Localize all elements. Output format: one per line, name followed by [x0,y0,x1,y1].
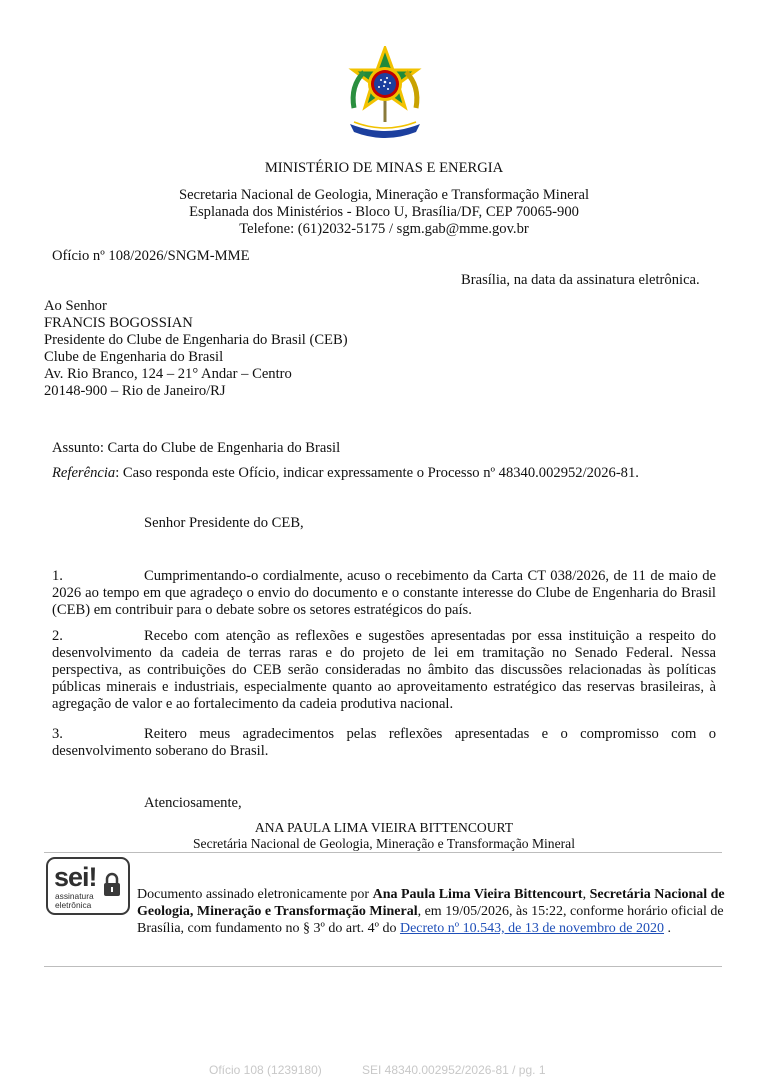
recipient-city: 20148-900 – Rio de Janeiro/RJ [44,383,226,399]
recipient-street: Av. Rio Branco, 124 – 21° Andar – Centro [44,366,292,382]
header-phone: Telefone: (61)2032-5175 / sgm.gab@mme.gov.br [239,221,529,237]
subject-line: Assunto: Carta do Clube de Engenharia do Brasil [52,440,341,456]
electronic-signature-statement [137,886,729,937]
document-number: Ofício nº 108/2026/SNGM-MME [52,248,250,264]
paragraph-text: Recebo com atenção as reflexões e sugestões apresentadas por essa instituição a respeito do desenvolvimento da cadeia de terras raras e do projeto de lei em tramitação no Senado Federal. Nessa perspectiva, as contribuições do CEB serão consideradas no âmbito das discussões relacionadas às políticas públicas minerais e industriais, especialmente quanto ao aproveitamento estratégico das reservas brasileiras, à agregação de valor e ao fortalecimento da cadeia produtiva nacional. [52,628,716,712]
paragraph-text: Reitero meus agradecimentos pelas reflexões apresentadas e o compromisso com o desenvolvimento soberano do Brasil. [52,726,716,759]
recipient-organization: Clube de Engenharia do Brasil [44,349,224,365]
reference-line [52,465,639,482]
ministry-title: MINISTÉRIO DE MINAS E ENERGIA [264,160,504,176]
signature-separator: , [582,887,590,902]
signature-middle: , em 19/05/2026, às 15:22, conforme horário oficial de Brasília, com fundamento no § 3º do art. 4º do [137,904,724,936]
recipient-salutation: Ao Senhor [44,298,107,314]
signature-top-divider [44,852,722,853]
paragraph-3 [52,726,716,760]
signature-bottom-divider [44,966,722,967]
signatory-role: Secretária Nacional de Geologia, Mineração e Transformação Mineral [193,836,575,851]
reference-text: : Caso responda este Ofício, indicar expressamente o Processo nº 48340.002952/2026-81. [115,465,639,481]
place-date: Brasília, na data da assinatura eletrônica. [461,272,700,288]
seal-caption [55,892,94,910]
seal-caption-line2: eletrônica [55,900,92,910]
decree-link[interactable]: Decreto nº 10.543, de 13 de novembro de 2020 [399,921,665,936]
paragraph-text: Cumprimentando-o cordialmente, acuso o recebimento da Carta CT 038/2026, de 11 de maio de 2026 ao tempo em que agradeço o envio do documento e o constante interesse do Clube de Engenharia do Brasil (CEB) em contribuir para o debate sobre os setores estratégicos do país. [52,568,716,618]
sei-logo: sei! [54,862,97,892]
secretariat-name: Secretaria Nacional de Geologia, Mineração e Transformação Mineral [178,187,590,203]
greeting: Senhor Presidente do CEB, [144,515,304,531]
paragraph-number: 2. [52,628,63,644]
recipient-name: FRANCIS BOGOSSIAN [44,315,193,331]
signature-prefix: Documento assinado eletronicamente por [137,887,373,902]
recipient-title: Presidente do Clube de Engenharia do Brasil (CEB) [44,332,348,348]
paragraph-number: 1. [52,568,63,584]
header-address: Esplanada dos Ministérios - Bloco U, Brasília/DF, CEP 70065-900 [189,204,579,220]
closing: Atenciosamente, [144,795,242,811]
paragraph-2 [52,628,716,713]
recipient-block [44,298,348,400]
footer-process-page: SEI 48340.002952/2026-81 / pg. 1 [362,1063,546,1077]
signature-signer: Ana Paula Lima Vieira Bittencourt [372,887,583,902]
sei-electronic-signature-seal [46,857,130,915]
reference-label: Referência [52,465,116,481]
signature-suffix: . [664,921,672,936]
signatory-name: ANA PAULA LIMA VIEIRA BITTENCOURT [254,820,514,835]
lock-icon [102,872,122,898]
paragraph-number: 3. [52,726,63,742]
seal-caption-line1: assinatura [55,891,94,901]
paragraph-1 [52,568,716,619]
signature-role: Secretária Nacional de Geologia, Mineração e Transformação Mineral [137,887,725,919]
footer-document-id: Ofício 108 (1239180) [209,1063,322,1077]
brazil-coat-of-arms-emblem [340,46,430,140]
